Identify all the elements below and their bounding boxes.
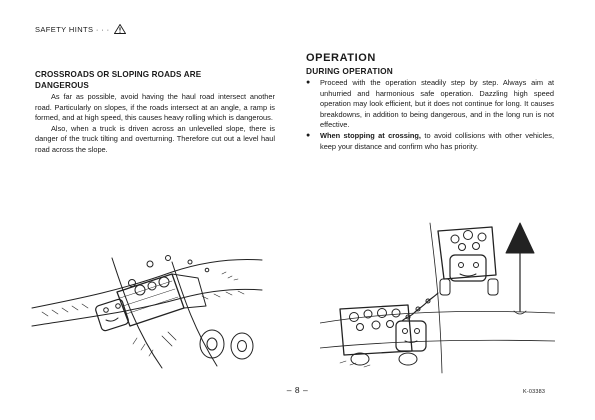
warning-triangle-icon <box>114 24 126 36</box>
crossroads-paragraph-2: Also, when a truck is driven across an unlevelled slope, there is danger of the truck tilting and overturning. Therefore cut out a level haul road across the slope. <box>35 123 275 154</box>
operation-title: OPERATION <box>306 52 376 64</box>
crossroads-section <box>35 69 275 155</box>
crossroads-heading-line1: CROSSROADS OR SLOPING ROADS ARE <box>35 70 202 79</box>
operation-bullet-list <box>306 78 554 152</box>
overturned-dump-truck-illustration <box>22 248 280 376</box>
bullet-text: Proceed with the operation steadily step by step. Always aim at unhurried and harmonious safe operation. Dazzling high speed operation may look efficient, but it does not continue for long. It causes breakdowns, in addition to being dangerous, and in the long run is not effective. <box>320 78 554 130</box>
bullet-lead: When stopping at crossing, <box>320 130 421 140</box>
crossroads-heading-line2: DANGEROUS <box>35 81 89 90</box>
crossroads-paragraph-1: As far as possible, avoid having the haul road intersect another road. Particularly on slopes, if the roads intersect at an angle, a ramp is formed, and at high speed, this causes heavy rolling which is dangerous. <box>35 92 275 122</box>
running-head-text: SAFETY HINTS · · · <box>35 24 110 34</box>
bullet-item-stopping-at-crossing <box>306 131 554 152</box>
operation-section <box>306 52 554 152</box>
bullet-text: to avoid collisions with other vehicles, keep your distance and confirm who has priority. <box>320 130 554 151</box>
page-number: – 8 – <box>286 385 309 395</box>
bullet-item-steady-operation <box>306 78 554 131</box>
dump-trucks-at-crossing-illustration <box>320 213 555 375</box>
running-head <box>35 24 126 36</box>
during-operation-subtitle: DURING OPERATION <box>306 66 393 76</box>
document-code: K-03383 <box>523 389 546 395</box>
